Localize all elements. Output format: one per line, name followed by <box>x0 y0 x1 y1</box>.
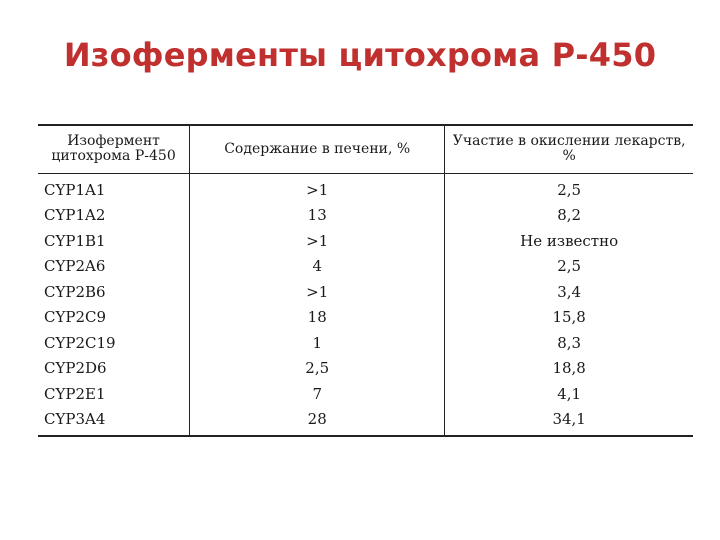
cell-isoenzyme: CYP2B6 <box>38 279 190 305</box>
header-drug-oxidation: Участие в окислении лекарств, % <box>452 133 686 164</box>
cell-drug-oxidation: 3,4 <box>557 282 582 301</box>
cell-drug-oxidation: 8,2 <box>557 206 582 225</box>
cell-isoenzyme: CYP2C19 <box>38 330 190 356</box>
table-row <box>38 228 693 254</box>
cell-isoenzyme: CYP2E1 <box>38 381 190 407</box>
table-row <box>38 381 693 407</box>
header-isoenzyme: Изофермент цитохрома Р-450 <box>38 125 190 174</box>
cell-liver-content: 4 <box>190 254 445 280</box>
cell-isoenzyme: CYP2C9 <box>38 305 190 331</box>
cell-liver-content: >1 <box>190 279 445 305</box>
table-header-row <box>38 125 693 174</box>
cell-isoenzyme: CYP3A4 <box>38 407 190 437</box>
cell-drug-oxidation: 2,5 <box>557 180 582 199</box>
cell-isoenzyme: CYP2D6 <box>38 356 190 382</box>
slide-title: Изоферменты цитохрома Р-450 <box>63 36 657 74</box>
isoenzyme-table <box>38 124 693 437</box>
cell-drug-oxidation: 4,1 <box>557 384 582 403</box>
cell-liver-content: 2,5 <box>190 356 445 382</box>
table-row <box>38 174 693 203</box>
cell-drug-oxidation: 34,1 <box>445 407 693 437</box>
cell-isoenzyme: CYP1B1 <box>38 228 190 254</box>
cell-drug-oxidation: 8,3 <box>557 333 582 352</box>
isoenzyme-table-container <box>38 124 693 437</box>
cell-liver-content: 18 <box>190 305 445 331</box>
cell-isoenzyme: CYP1A2 <box>38 203 190 229</box>
cell-liver-content: >1 <box>190 174 445 203</box>
cell-drug-oxidation: 15,8 <box>552 308 586 327</box>
cell-liver-content: 13 <box>190 203 445 229</box>
cell-liver-content: 7 <box>190 381 445 407</box>
table-body <box>38 174 693 437</box>
cell-liver-content: 28 <box>190 407 445 437</box>
header-liver-content: Содержание в печени, % <box>190 125 445 174</box>
table-row <box>38 356 693 382</box>
table-row <box>38 330 693 356</box>
table-row <box>38 203 693 229</box>
cell-liver-content: 1 <box>190 330 445 356</box>
table-header <box>38 125 693 174</box>
cell-drug-oxidation: Не известно <box>520 231 619 250</box>
cell-drug-oxidation: 2,5 <box>557 257 582 276</box>
cell-liver-content: >1 <box>190 228 445 254</box>
cell-isoenzyme: CYP1A1 <box>38 174 190 203</box>
table-row <box>38 407 693 437</box>
table-row <box>38 305 693 331</box>
cell-isoenzyme: CYP2A6 <box>38 254 190 280</box>
table-row <box>38 279 693 305</box>
cell-drug-oxidation: 18,8 <box>552 359 586 378</box>
table-row <box>38 254 693 280</box>
